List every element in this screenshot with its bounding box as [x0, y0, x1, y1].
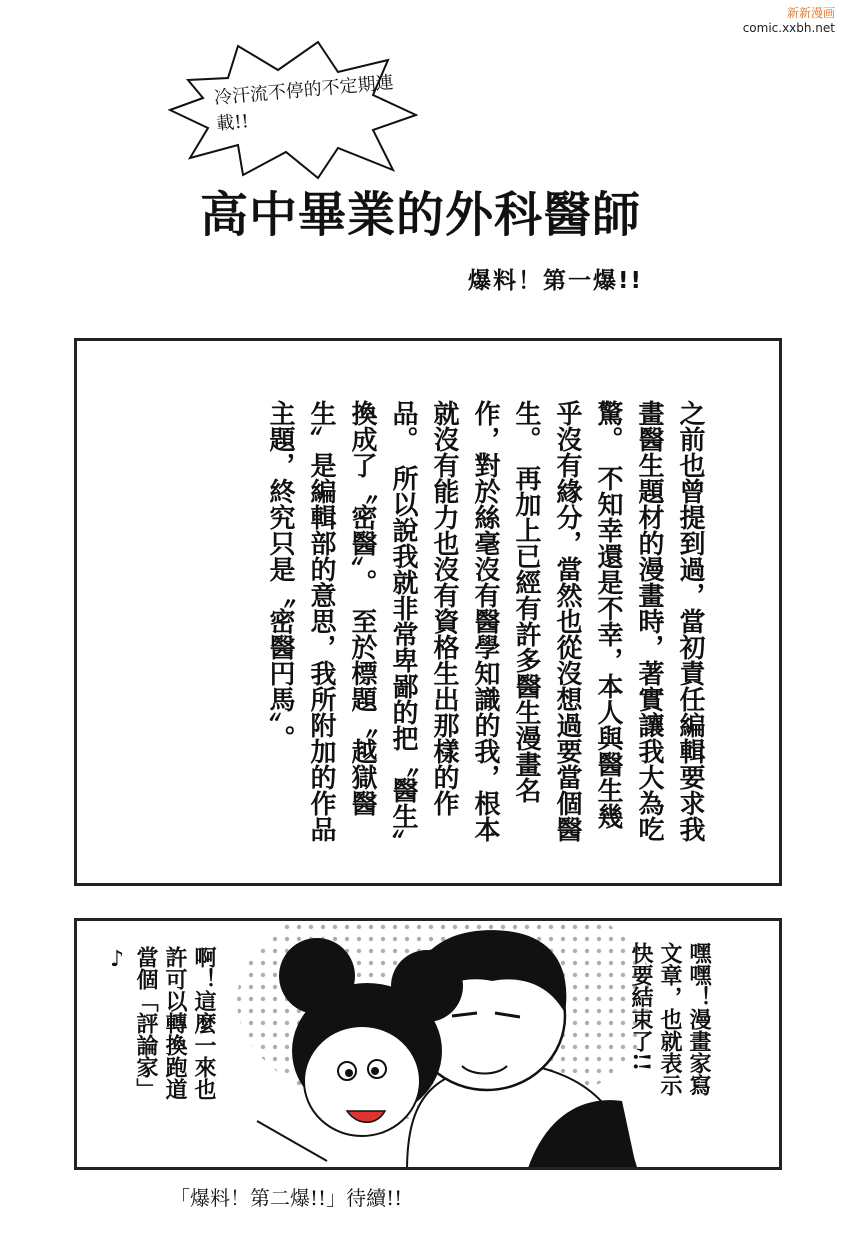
page-title: 高中畢業的外科醫師	[200, 187, 642, 243]
burst-text: 冷汗流不停的不定期連載!!	[213, 72, 395, 135]
body-text: 之前也曾提到過，當初責任編輯要求我畫醫生題材的漫畫時，著實讓我大為吃驚。 不知幸還是不幸，本人與醫生幾乎沒有緣分，當然也從沒想過要當個醫生。 再加上已經有許多醫生漫畫名作，對於絲毫沒有醫學知識的我，根本就沒有能力也沒有資格生出那樣的作品。 所以說我就非常卑鄙的把〝醫生〞換成了〝密醫〞。 至於標題〝越獄醫生〞是編輯部的意思，我所附加的作品主題，終究只是〝密醫円馬〞。	[265, 400, 705, 842]
watermark	[743, 6, 835, 36]
watermark-site-name: 新新漫画	[786, 6, 835, 20]
speech-bubble-left: 啊！這麼一來也許可以轉換跑道當個「評論家」♪	[104, 946, 217, 1100]
page-subtitle: 爆料！第一爆!!	[468, 268, 643, 294]
speech-bubble-right: 嘿嘿！漫畫家寫文章，也就表示快要結束了!!	[628, 942, 712, 1096]
to-be-continued-caption: 「爆料！第二爆!!」待續!!	[170, 1186, 403, 1210]
watermark-url: comic.xxbh.net	[742, 21, 835, 35]
